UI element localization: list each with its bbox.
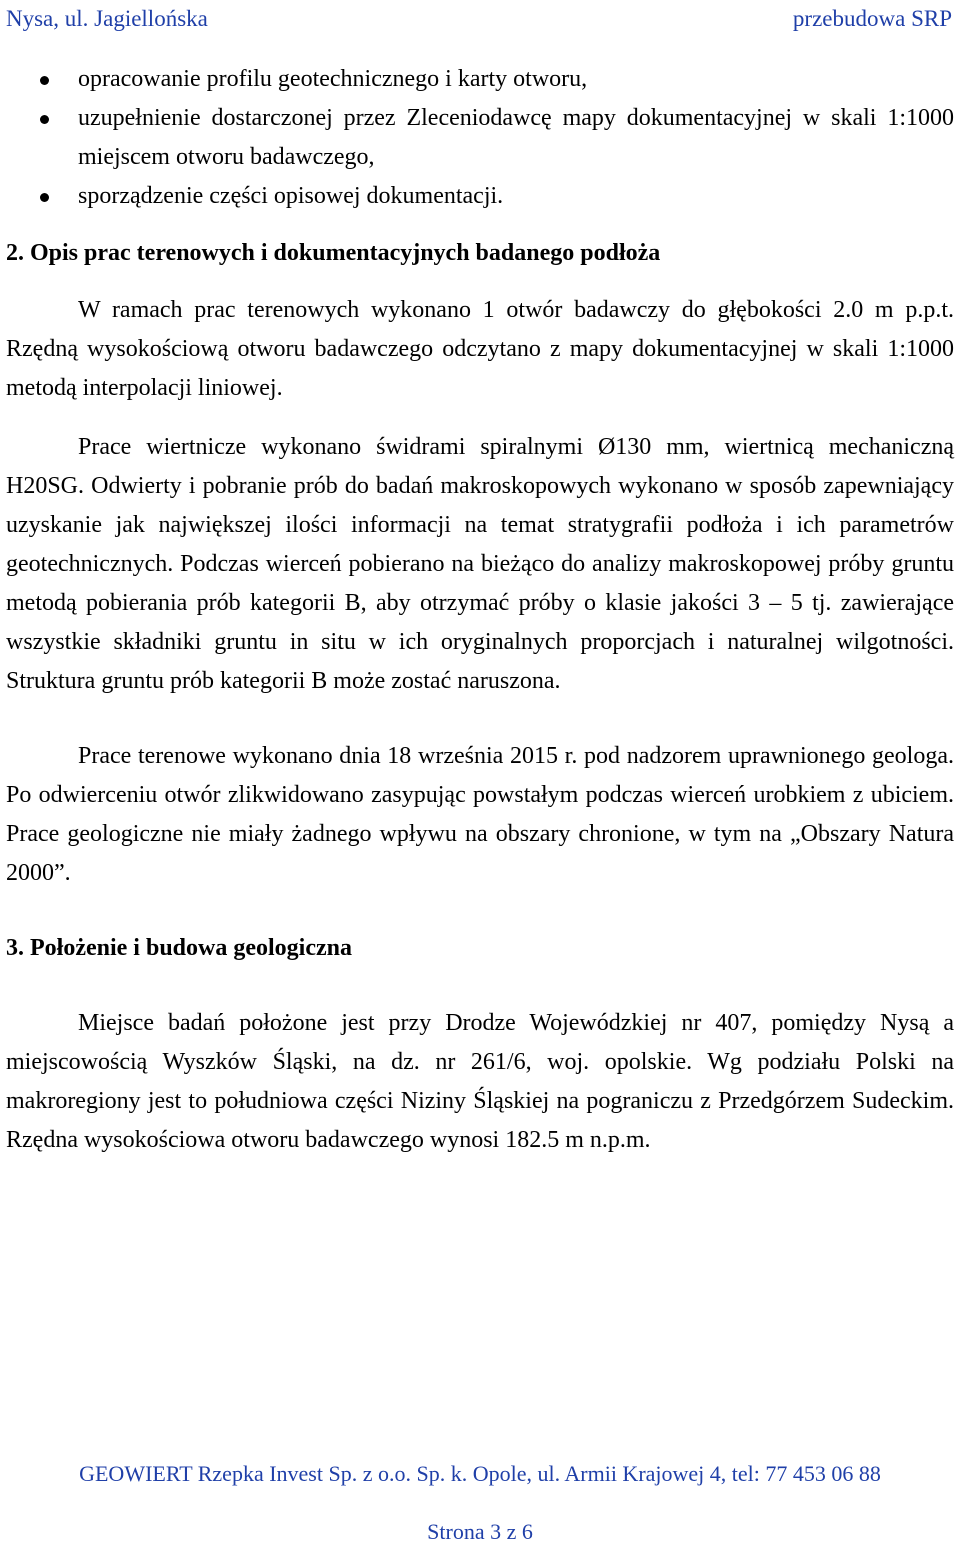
paragraph: Prace wiertnicze wykonano świdrami spiralnymi Ø130 mm, wiertnicą mechaniczną H20SG. Odwierty i pobranie prób do badań makroskopowych wykonano w sposób zapewniający uzyskanie jak największej ilości informacji na temat stratygrafii podłoża i ich parametrów geotechnicznych. Podczas wierceń pobierano na bieżąco do analizy makroskopowej próby gruntu metodą pobierania prób kategorii B, aby otrzymać próby o klasie jakości 3 – 5 tj. zawierające wszystkie składniki gruntu in situ w ich oryginalnych proporcjach i naturalnej wilgotności. Struktura gruntu prób kategorii B może zostać naruszona. <box>6 434 954 694</box>
page-number: Strona 3 z 6 <box>427 1519 533 1544</box>
list-item: opracowanie profilu geotechnicznego i karty otworu, <box>6 60 954 99</box>
list-item: sporządzenie części opisowej dokumentacji. <box>6 177 954 216</box>
section-heading-3: 3. Położenie i budowa geologiczna <box>6 935 352 961</box>
header-location: Nysa, ul. Jagiellońska <box>6 6 208 31</box>
paragraph: Miejsce badań położone jest przy Drodze Wojewódzkiej nr 407, pomiędzy Nysą a miejscowością Wyszków Śląski, na dz. nr 261/6, woj. opolskie. Wg podziału Polski na makroregiony jest to południowa części Niziny Śląskiej na pograniczu z Przedgórzem Sudeckim. Rzędna wysokościowa otworu badawczego wynosi 182.5 m n.p.m. <box>6 1010 954 1153</box>
section-heading-2: 2. Opis prac terenowych i dokumentacyjnych badanego podłoża <box>6 240 661 266</box>
paragraph: Prace terenowe wykonano dnia 18 września 2015 r. pod nadzorem uprawnionego geologa. Po odwierceniu otwór zlikwidowano zasypując powstałym podczas wierceń urobkiem z ubiciem. Prace geologiczne nie miały żadnego wpływu na obszary chronione, w tym na „Obszary Natura 2000”. <box>6 743 954 886</box>
header-project: przebudowa SRP <box>792 6 952 31</box>
task-list <box>6 60 954 216</box>
document-body <box>6 60 954 1160</box>
paragraph: W ramach prac terenowych wykonano 1 otwór badawczy do głębokości 2.0 m p.p.t. Rzędną wysokościową otworu badawczego odczytano z mapy dokumentacyjnej w skali 1:1000 metodą interpolacji liniowej. <box>6 297 954 401</box>
list-item: uzupełnienie dostarczonej przez Zleceniodawcę mapy dokumentacyjnej w skali 1:1000 miejscem otworu badawczego, <box>6 99 954 177</box>
footer-company: GEOWIERT Rzepka Invest Sp. z o.o. Sp. k. Opole, ul. Armii Krajowej 4, tel: 77 453 06 88 <box>79 1461 881 1486</box>
